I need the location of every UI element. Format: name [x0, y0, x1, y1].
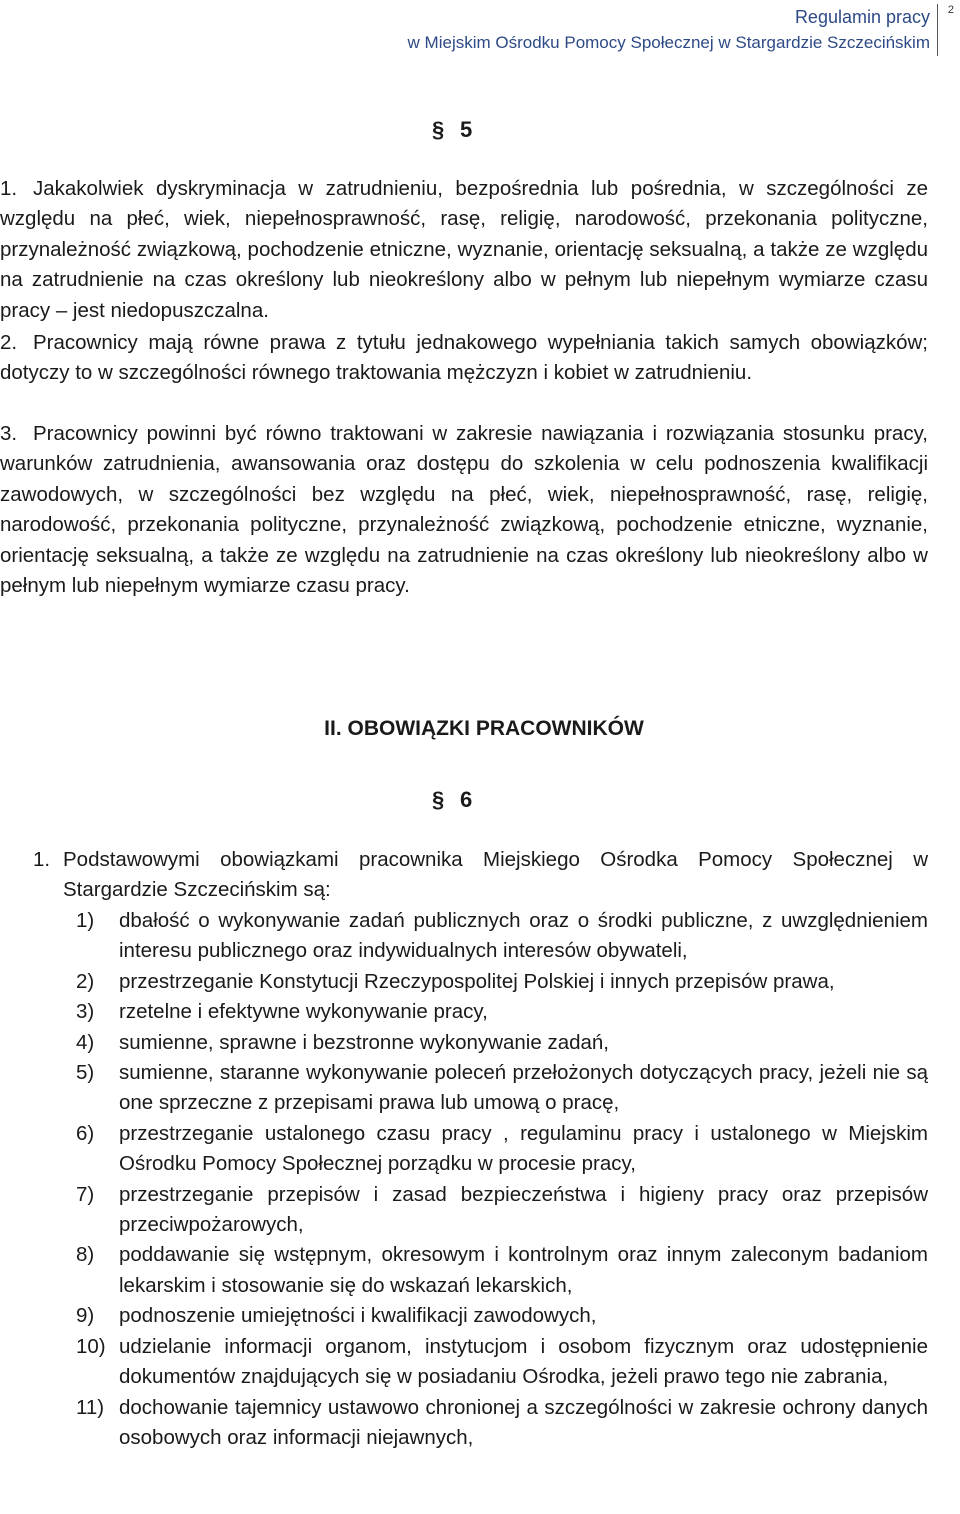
list-marker: 4)	[76, 1030, 95, 1054]
paragraph-text: Podstawowymi obowiązkami pracownika Miejskiego Ośrodka Pomocy Społecznej w Stargardzie Szczecińskim są:	[63, 848, 928, 902]
list-marker: 1)	[76, 909, 95, 932]
list-item	[0, 1240, 960, 1301]
paragraph-number: 3.	[0, 422, 18, 445]
header-divider	[937, 4, 938, 56]
list-item-text: podnoszenie umiejętności i kwalifikacji zawodowych,	[119, 1304, 597, 1328]
page-number: 2	[947, 4, 954, 16]
duties-list	[0, 906, 960, 1453]
list-item	[0, 1028, 960, 1058]
section-number: 6	[460, 787, 473, 812]
list-item-text: dbałość o wykonywanie zadań publicznych oraz o środki publiczne, z uwzględnieniem interesu publicznego oraz indywidualnych interesów obywateli,	[119, 909, 928, 963]
list-item	[0, 1393, 960, 1454]
list-item-text: sumienne, sprawne i bezstronne wykonywanie zadań,	[119, 1030, 609, 1054]
list-item	[0, 1332, 960, 1393]
list-marker: 3)	[76, 1000, 95, 1024]
paragraph-number: 1.	[0, 177, 18, 200]
section-5-paragraph-3	[0, 419, 928, 601]
section-symbol: §	[432, 117, 445, 142]
section-5-paragraph-1	[0, 174, 928, 326]
list-marker: 5)	[76, 1061, 95, 1085]
list-marker: 10)	[76, 1334, 106, 1358]
list-item-text: dochowanie tajemnicy ustawowo chronionej a szczególności w zakresie ochrony danych osobowych oraz informacji niejawnych,	[119, 1395, 928, 1449]
list-item	[0, 1058, 960, 1119]
header-subtitle: w Miejskim Ośrodku Pomocy Społecznej w Stargardzie Szczecińskim	[407, 33, 930, 52]
list-item	[0, 967, 960, 997]
list-item-text: przestrzeganie przepisów i zasad bezpieczeństwa i higieny pracy oraz przepisów przeciwpożarowych,	[119, 1182, 928, 1237]
list-marker: 7)	[76, 1182, 95, 1206]
paragraph-text: Jakakolwiek dyskryminacja w zatrudnieniu, bezpośrednia lub pośrednia, w szczególności ze względu na płeć, wiek, niepełnosprawność, rasę, religię, narodowość, przekonania polityczne, przynależność związkową, pochodzenie etniczne, wyznanie, orientację seksualną, a także ze względu na zatrudnienie na czas określony lub nieokreślony albo w pełnym lub niepełnym wymiarze czasu pracy – jest niedopuszczalna.	[0, 177, 928, 322]
paragraph-text: Pracownicy mają równe prawa z tytułu jednakowego wypełniania takich samych obowiązków; dotyczy to w szczególności równego traktowania mężczyzn i kobiet w zatrudnieniu.	[0, 331, 928, 385]
list-item-text: poddawanie się wstępnym, okresowym i kontrolnym oraz innym zaleconym badaniom lekarskim i stosowanie się do wskazań lekarskich,	[119, 1243, 928, 1297]
list-item	[0, 1301, 960, 1331]
section-6-intro	[0, 845, 928, 906]
paragraph-number: 2.	[0, 331, 18, 354]
section-number: 5	[460, 117, 473, 142]
list-item-text: rzetelne i efektywne wykonywanie pracy,	[119, 1000, 488, 1024]
list-item-text: udzielanie informacji organom, instytucjom i osobom fizycznym oraz udostępnienie dokumentów znajdujących się w posiadaniu Ośrodka, jeżeli prawo tego nie zabrania,	[119, 1334, 928, 1389]
paragraph-text: Pracownicy powinni być równo traktowani w zakresie nawiązania i rozwiązania stosunku pracy, warunków zatrudnienia, awansowania oraz dostępu do szkolenia w celu podnoszenia kwalifikacji zawodowych, w szczególności bez względu na płeć, wiek, niepełnosprawność, rasę, religię, narodowość, przekonania polityczne, przynależność związkową, pochodzenie etniczne, wyznanie, orientację seksualną, a także ze względu na zatrudnienie na czas określony lub nieokreślony albo w pełnym lub niepełnym wymiarze czasu pracy.	[0, 422, 928, 598]
chapter-title: II. OBOWIĄZKI PRACOWNIKÓW	[324, 717, 644, 740]
header-title: Regulamin pracy	[794, 7, 930, 27]
section-5-paragraph-2	[0, 328, 928, 389]
list-marker: 6)	[76, 1121, 95, 1145]
section-5-heading	[432, 117, 472, 143]
list-item-text: przestrzeganie Konstytucji Rzeczypospolitej Polskiej i innych przepisów prawa,	[119, 969, 835, 993]
list-item	[0, 997, 960, 1027]
list-item	[0, 906, 960, 967]
list-item-text: sumienne, staranne wykonywanie poleceń przełożonych dotyczących pracy, jeżeli nie są one sprzeczne z przepisami prawa lub umową o pracę,	[119, 1061, 928, 1115]
list-item	[0, 1180, 960, 1241]
list-marker: 9)	[76, 1304, 95, 1328]
list-item	[0, 1119, 960, 1180]
page-header	[408, 4, 930, 56]
section-6-heading	[432, 787, 472, 813]
list-marker: 8)	[76, 1243, 95, 1267]
list-marker: 2)	[76, 969, 95, 993]
paragraph-number: 1.	[33, 848, 51, 871]
section-symbol: §	[432, 787, 445, 812]
list-marker: 11)	[76, 1395, 105, 1419]
list-item-text: przestrzeganie ustalonego czasu pracy , regulaminu pracy i ustalonego w Miejskim Ośrodku Pomocy Społecznej porządku w procesie pracy,	[119, 1121, 928, 1176]
